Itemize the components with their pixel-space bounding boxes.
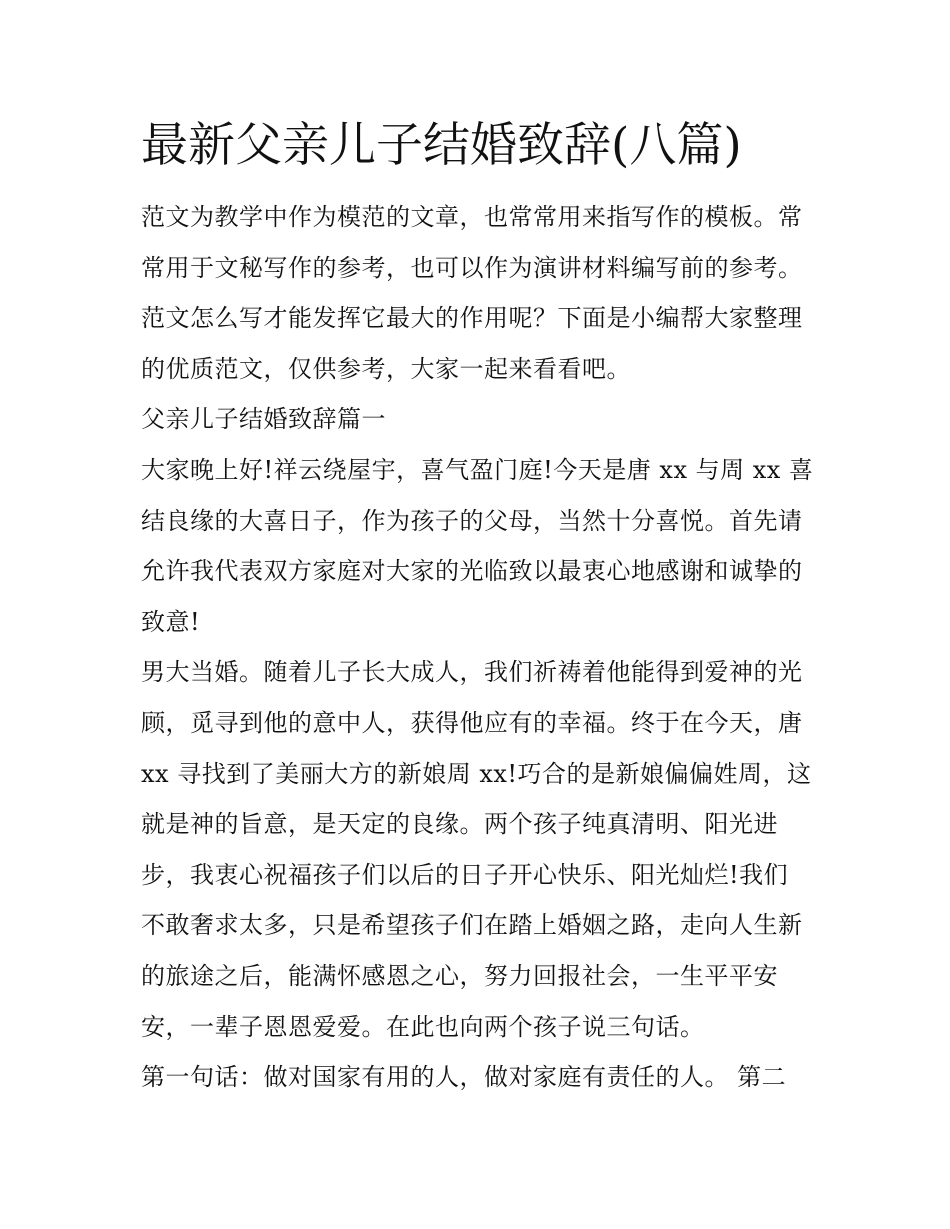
text-line: 步，我衷心祝福孩子们以后的日子开心快乐、阳光灿烂!我们 (141, 860, 789, 889)
text-line: 允许我代表双方家庭对大家的光临致以最衷心地感谢和诚挚的 (141, 557, 803, 586)
text-line: 顾，觅寻到他的意中人，获得他应有的幸福。终于在今天，唐 (141, 708, 803, 737)
text-line: 不敢奢求太多，只是希望孩子们在踏上婚姻之路，走向人生新 (141, 911, 803, 940)
section-heading: 父亲儿子结婚致辞篇一 (141, 405, 386, 434)
text-line: 第一句话：做对国家有用的人，做对家庭有责任的人。 第二 (141, 1063, 787, 1092)
document-page (141, 112, 821, 1103)
document-body (141, 192, 821, 1103)
text-line: 就是神的旨意，是天定的良缘。两个孩子纯真清明、阳光进 (141, 810, 778, 839)
text-line: 范文怎么写才能发挥它最大的作用呢？下面是小编帮大家整理 (141, 304, 803, 333)
text-line: 常用于文秘写作的参考，也可以作为演讲材料编写前的参考。 (141, 253, 803, 282)
text-line: 范文为教学中作为模范的文章，也常常用来指写作的模板。常 (141, 203, 803, 231)
text-line: 致意! (141, 607, 201, 636)
text-line: 大家晚上好!祥云绕屋宇，喜气盈门庭!今天是唐 xx 与周 xx 喜 (141, 455, 814, 484)
text-line: 结良缘的大喜日子，作为孩子的父母，当然十分喜悦。首先请 (141, 506, 803, 535)
text-line: 安，一辈子恩恩爱爱。在此也向两个孩子说三句话。 (141, 1012, 705, 1041)
text-line: 的旅途之后，能满怀感恩之心，努力回报社会，一生平平安 (141, 961, 778, 990)
document-title: 最新父亲儿子结婚致辞(八篇) (141, 118, 742, 173)
text-line: xx 寻找到了美丽大方的新娘周 xx!巧合的是新娘偏偏姓周，这 (141, 759, 812, 788)
text-line: 男大当婚。随着儿子长大成人，我们祈祷着他能得到爱神的光 (141, 658, 803, 687)
text-line: 的优质范文，仅供参考，大家一起来看看吧。 (141, 354, 631, 383)
